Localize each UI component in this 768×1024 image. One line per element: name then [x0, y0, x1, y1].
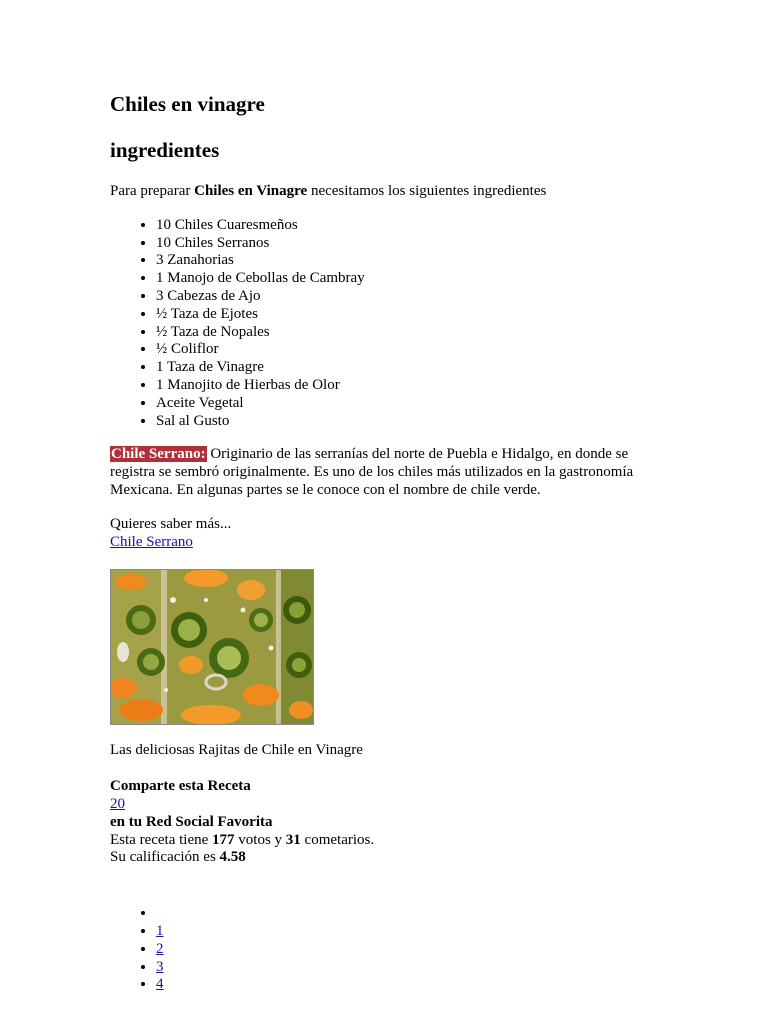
- comments-suffix: cometarios.: [300, 831, 375, 848]
- ingredient-item: • 3 Cabezas de Ajo: [156, 288, 670, 306]
- ingredient-item: • 3 Zanahorias: [156, 252, 670, 270]
- rating-line: [110, 849, 246, 865]
- ingredient-item: • Aceite Vegetal: [156, 395, 670, 413]
- page-title: Chiles en vinagre: [110, 92, 265, 116]
- votes-prefix: Esta receta tiene: [110, 831, 213, 848]
- ingredient-item: • ½ Taza de Ejotes: [156, 306, 670, 324]
- comments-count: 31: [285, 831, 301, 848]
- pagination-item: [156, 976, 670, 994]
- rating-value: 4.58: [219, 849, 246, 866]
- page-link-4[interactable]: 4: [156, 976, 164, 993]
- share-heading: Comparte esta Receta: [110, 778, 251, 795]
- pagination: [110, 905, 670, 994]
- intro-suffix: necesitamos los siguientes ingredientes: [307, 183, 547, 199]
- recipe-content: [110, 92, 670, 994]
- pagination-item-empty: [156, 905, 670, 923]
- votes-line: [110, 832, 374, 848]
- share-count-link[interactable]: 20: [110, 795, 125, 812]
- ingredient-item: • ½ Coliflor: [156, 341, 670, 359]
- chile-serrano-text: Originario de las serranías del norte de Puebla e Hidalgo, en donde se registra se sembró originalmente. Es uno de los chiles más utilizados en la gastronomía Mexicana. En algunas partes se le conoce con el nombre de chile verde.: [110, 446, 634, 498]
- more-info-text: Quieres saber más...: [110, 515, 232, 532]
- pickled-chiles-image: [111, 570, 313, 724]
- intro-recipe-name: Chiles en Vinagre: [194, 183, 308, 199]
- pagination-item: [156, 959, 670, 977]
- section-heading-ingredients: ingredientes: [110, 138, 220, 162]
- intro-prefix: Para preparar: [110, 183, 195, 199]
- share-social-text: en tu Red Social Favorita: [110, 813, 273, 830]
- share-section: [110, 778, 670, 867]
- pickled-chiles-photo: [110, 569, 314, 725]
- ingredient-item: • 10 Chiles Serranos: [156, 235, 670, 253]
- ingredient-item: • 1 Manojito de Hierbas de Olor: [156, 377, 670, 395]
- more-info: [110, 516, 670, 552]
- votes-mid: votos y: [234, 831, 286, 848]
- ingredient-item: • 1 Manojo de Cebollas de Cambray: [156, 270, 670, 288]
- votes-count: 177: [212, 831, 235, 848]
- ingredients-list: [110, 217, 670, 431]
- photo-caption: Las deliciosas Rajitas de Chile en Vinagre: [110, 742, 363, 759]
- chile-serrano-description: [110, 446, 670, 499]
- chile-serrano-label: Chile Serrano:: [111, 446, 206, 463]
- ingredient-item: • 10 Chiles Cuaresmeños: [156, 217, 670, 235]
- pagination-item: [156, 923, 670, 941]
- ingredient-item: • 1 Taza de Vinagre: [156, 359, 670, 377]
- ingredient-item: • ½ Taza de Nopales: [156, 324, 670, 342]
- rating-prefix: Su calificación es: [110, 849, 220, 866]
- page-link-3[interactable]: 3: [156, 958, 164, 975]
- page-link-1[interactable]: 1: [156, 922, 164, 939]
- chile-serrano-link[interactable]: Chile Serrano: [110, 533, 193, 550]
- intro-paragraph: [110, 183, 670, 201]
- pagination-item: [156, 941, 670, 959]
- ingredient-item: • Sal al Gusto: [156, 413, 670, 431]
- page-link-2[interactable]: 2: [156, 940, 164, 957]
